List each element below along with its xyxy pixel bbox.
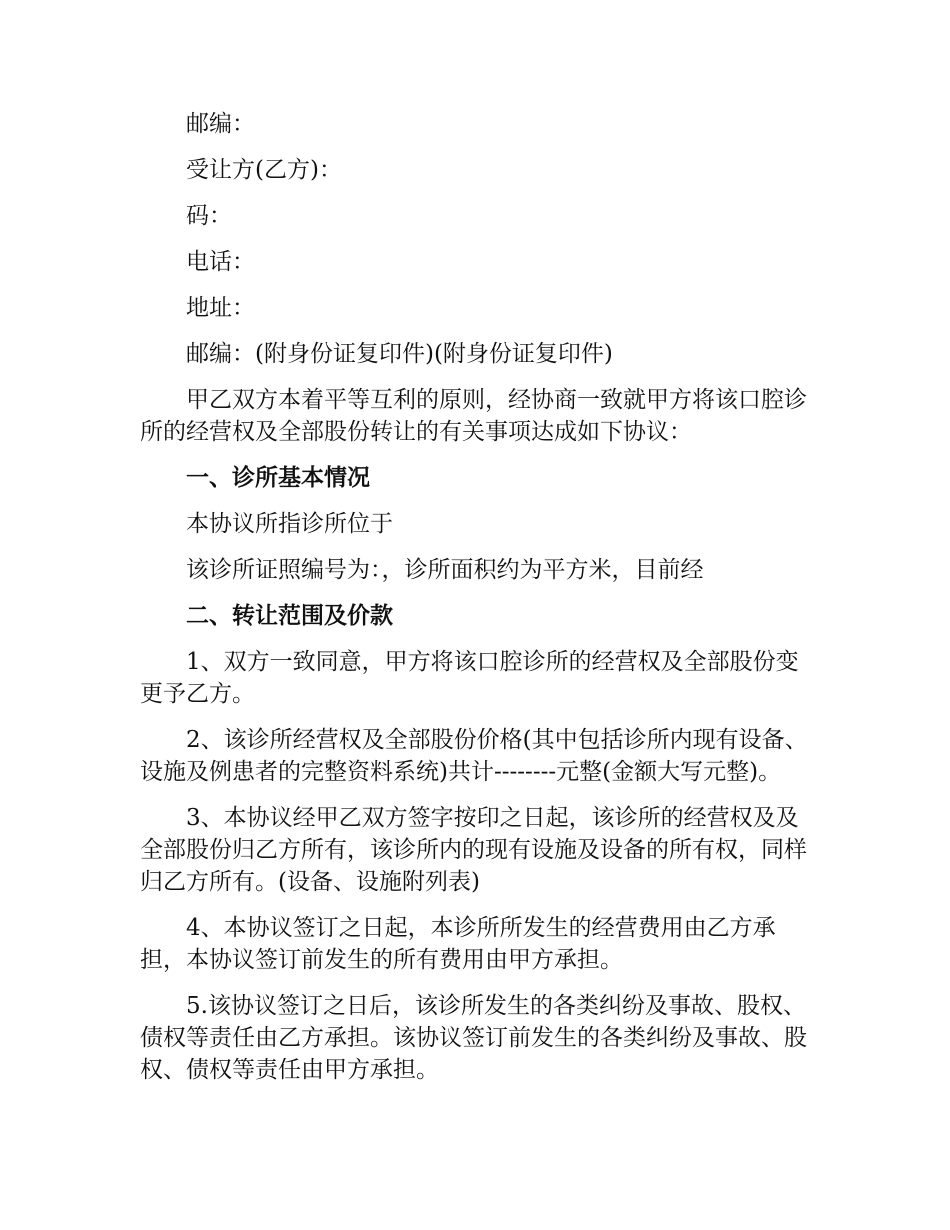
section2-heading: 二、转让范围及价款 — [186, 603, 393, 629]
address-line: 地址： — [186, 295, 255, 321]
clause-5: 5.该协议签订之日后，该诊所发生的各类纠纷及事故、股权、债权等责任由乙方承担。该协议签订前发生的各类纠纷及事故、股权、债权等责任由甲方承担。 — [140, 993, 807, 1083]
clause-2: 2、该诊所经营权及全部股份价格(其中包括诊所内现有设备、设施及例患者的完整资料系统)共计--------元整(金额大写元整)。 — [140, 727, 808, 785]
phone-line: 电话： — [186, 249, 255, 275]
clause-1: 1、双方一致同意，甲方将该口腔诊所的经营权及全部股份变更予乙方。 — [140, 649, 799, 707]
document-page — [140, 108, 812, 1100]
clinic-location-line: 本协议所指诊所位于 — [186, 511, 393, 537]
clause-3: 3、本协议经甲乙双方签字按印之日起，该诊所的经营权及及全部股份归乙方所有，该诊所内的现有设施及设备的所有权，同样归乙方所有。(设备、设施附列表) — [140, 805, 807, 895]
section1-heading: 一、诊所基本情况 — [186, 465, 370, 491]
postcode-id-copy-line: 邮编：(附身份证复印件)(附身份证复印件) — [186, 341, 613, 367]
code-line: 码： — [186, 203, 232, 229]
intro-paragraph: 甲乙双方本着平等互利的原则，经协商一致就甲方将该口腔诊所的经营权及全部股份转让的有关事项达成如下协议： — [140, 387, 807, 445]
postcode-line: 邮编： — [186, 111, 255, 137]
clause-4: 4、本协议签订之日起，本诊所所发生的经营费用由乙方承担，本协议签订前发生的所有费用由甲方承担。 — [140, 915, 776, 973]
transferee-line: 受让方(乙方)： — [186, 157, 342, 183]
clinic-license-line: 该诊所证照编号为：，诊所面积约为平方米，目前经 — [186, 557, 704, 583]
